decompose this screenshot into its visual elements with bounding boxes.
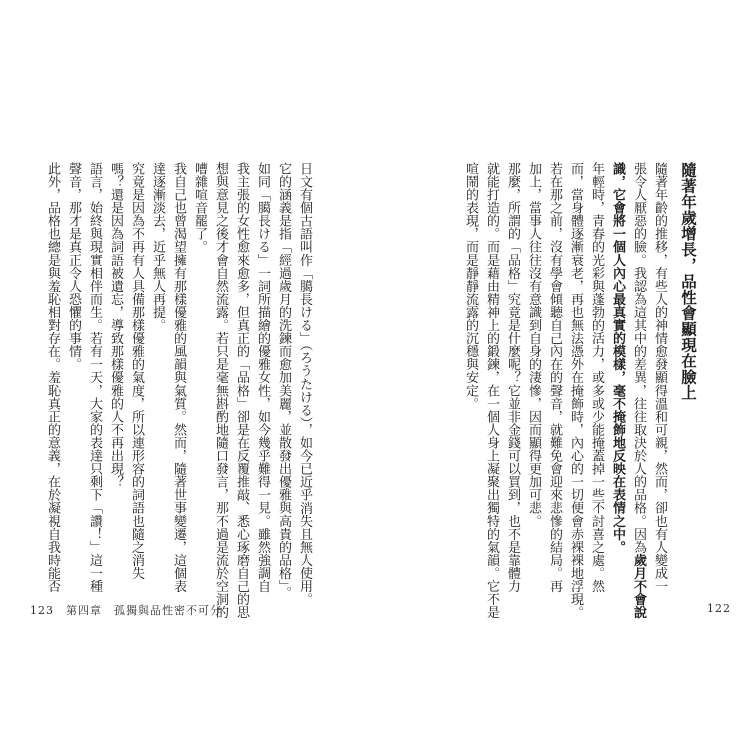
left-page-line-2: 它的涵義是指「經過歲月的洗鍊而愈加美麗，並散發出優雅與高貴的品格」。 [276, 162, 291, 600]
chapter-heading: 隨著年歲增長，品性會顯現在臉上 [679, 162, 698, 401]
right-page-line-10: 喧鬧的表現，而是靜靜流露的沉穩與安定。 [463, 162, 478, 410]
right-page-line-6: 若在那之前，沒有學會傾聽自己內在的聲音，就難免會迎來悲慘的結局。再 [547, 162, 562, 593]
left-page-line-8: 達逐漸淡去，近乎無人再提。 [150, 162, 165, 332]
right-page-line-8: 那麼，所謂的「品格」究竟是什麼呢？它並非金錢可以買到，也不是靠體力 [505, 162, 520, 593]
right-page-line-1: 隨著年齡的推移，有些人的神情愈發顯得溫和可親，然而，卻也有人變成一 [652, 162, 667, 593]
page-number-right: 122 [707, 602, 731, 615]
line-text: 張令人厭惡的臉。我認為這其中的差異，往往取決於人的品格。因為 [631, 162, 646, 554]
left-page-line-13: 此外，品格也總是與羞恥相對存在。羞恥真正的意義，在於凝視自我時能否 [45, 162, 60, 593]
left-page-line-7: 我自己也曾渴望擁有那樣優雅的風韻與氣質。然而，隨著世事變遷，這個表 [171, 162, 186, 593]
emphasized-text: 歲月不會說 [631, 553, 646, 619]
page-number-left: 123 第四章 孤獨與品性密不可分 [30, 604, 222, 617]
line-text: 識， [610, 162, 625, 189]
emphasized-text: 它會將一個人內心最真實的模樣，毫不掩飾地反映在表情之中。 [610, 188, 625, 554]
right-page-line-5: 而，當身體逐漸衰老，再也無法憑外在掩飾時，內心的一切便會赤裸裸地浮現。 [568, 162, 583, 619]
left-page-line-12: 聲音，那才是真正令人恐懼的事情。 [66, 162, 81, 371]
right-page-line-7: 加上，當事人往往沒有意識到自身的淒慘，因而顯得更加可悲。 [526, 162, 541, 528]
left-page-line-3: 如同「臈長ける」一詞所描繪的優雅女性，如今幾乎難得一見。雖然強調自 [255, 162, 270, 593]
right-page-line-3 [610, 162, 625, 554]
left-page-line-10: 嗎？還是因為詞語被遺忘，導致那樣優雅的人不再出現？ [108, 162, 123, 489]
left-page-line-9: 究竟是因為不再有人具備那樣優雅的氣度，所以連形容的詞語也隨之消失 [129, 162, 144, 580]
left-page-line-11: 語言，始終與現實相伴而生。若有一天，大家的表達只剩下「讚！」這一種 [87, 162, 102, 593]
left-page-line-1: 日文有個古語叫作「臈長ける」（ろうたける），如今已近乎消失且無人使用。 [297, 162, 312, 606]
left-page-line-5: 想與意見之後才會自然流露。若只是毫無斟酌地隨口發言，那不過是流於空洞的 [213, 162, 228, 619]
right-page-line-4: 年輕時，青春的光彩與蓬勃的活力，或多或少能掩蓋掉一些不討喜之處。然 [589, 162, 604, 593]
right-page-line-2 [631, 162, 646, 619]
left-page-line-6: 嘈雜喧音罷了。 [192, 162, 207, 254]
left-page-line-4: 我主張的女性愈來愈多，但真正的「品格」卻是在反覆推敲、悉心琢磨自己的思 [234, 162, 249, 619]
right-page-line-9: 就能打造的。而是藉由精神上的鍛鍊，在一個人身上凝聚出獨特的氣韻。它不是 [484, 162, 499, 619]
